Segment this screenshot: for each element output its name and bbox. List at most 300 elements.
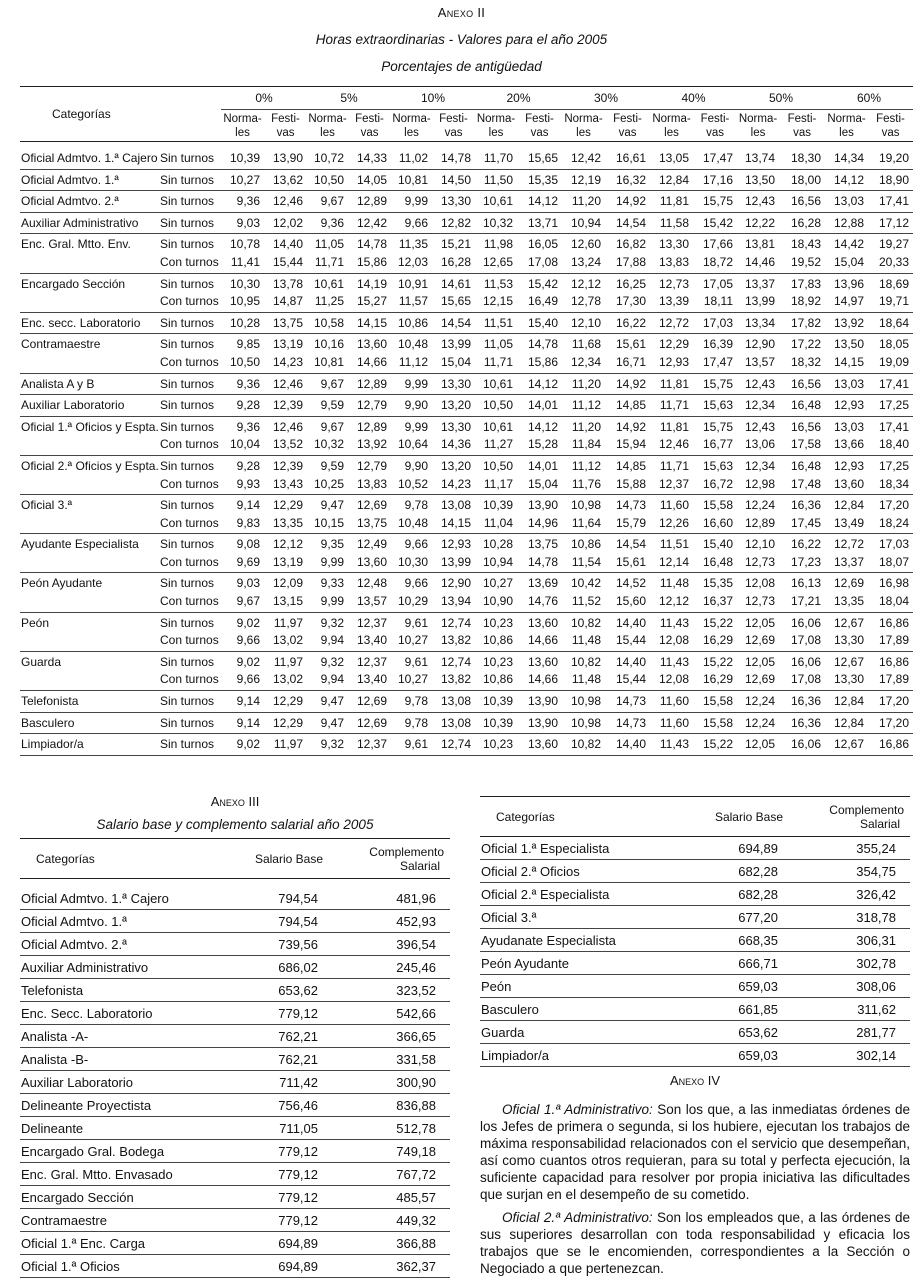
hour-value: 12,10	[570, 315, 602, 330]
salary-row	[480, 837, 910, 860]
hour-value: 14,23	[440, 476, 472, 491]
category-name: Auxiliar Laboratorio	[21, 398, 125, 413]
hour-value: 9,03	[236, 215, 261, 230]
seniority-percentage: 60%	[825, 87, 913, 110]
hour-value: 18,07	[878, 554, 910, 569]
hour-value: 10,50	[229, 354, 261, 369]
hour-value: 12,89	[744, 515, 776, 530]
salary-base-value: 659,03	[738, 1047, 778, 1063]
hour-value: 10,04	[229, 437, 261, 452]
hour-value: 9,90	[404, 458, 429, 473]
hour-value: 13,34	[744, 315, 776, 330]
salary-base-value: 659,03	[738, 978, 778, 994]
hour-value: 12,08	[658, 672, 690, 687]
category-name	[20, 554, 157, 573]
col-festive-hours: Festi- vas	[876, 112, 905, 139]
hour-value: 12,08	[658, 633, 690, 648]
category-group	[20, 273, 913, 312]
hour-value: 16,82	[615, 237, 647, 252]
category-group	[20, 691, 913, 713]
hour-value: 14,15	[833, 354, 865, 369]
hour-value: 12,84	[833, 715, 865, 730]
hour-value: 15,21	[440, 237, 472, 252]
hour-value: 11,60	[659, 498, 690, 513]
category-name: Basculero	[481, 1001, 539, 1017]
hour-value: 11,97	[273, 615, 304, 630]
hour-value: 14,40	[615, 654, 647, 669]
hour-value: 14,34	[833, 151, 865, 165]
category-group	[20, 651, 913, 690]
hour-value: 12,24	[744, 694, 776, 709]
hour-value: 17,08	[527, 254, 559, 269]
hour-value: 12,69	[356, 694, 388, 709]
category-name	[20, 632, 157, 651]
category-name: Oficial Admtvo. 1.ª	[21, 172, 119, 187]
hour-value: 17,82	[790, 315, 822, 330]
hour-value: 13,78	[272, 276, 304, 291]
complement-value: 281,77	[856, 1024, 896, 1040]
hour-value: 11,41	[230, 254, 261, 269]
hour-value: 17,25	[878, 398, 910, 413]
hour-value: 17,88	[615, 254, 647, 269]
hour-value: 16,48	[702, 554, 734, 569]
hour-value: 13,52	[272, 437, 304, 452]
hour-value: 9,69	[236, 554, 261, 569]
hour-value: 17,20	[878, 498, 910, 513]
hour-value: 12,69	[356, 715, 388, 730]
shift-type: Con turnos	[160, 354, 219, 369]
hour-value: 10,23	[482, 615, 514, 630]
complement-value: 354,75	[856, 863, 896, 879]
hour-value: 15,61	[615, 337, 647, 352]
hour-value: 17,83	[790, 276, 822, 291]
salary-base-value: 686,02	[278, 959, 318, 975]
hour-value: 14,12	[527, 376, 559, 391]
hour-value: 13,90	[527, 694, 559, 709]
hour-value: 12,93	[658, 354, 690, 369]
category-group	[20, 334, 913, 373]
hour-value: 11,71	[659, 398, 690, 413]
hour-value: 12,09	[272, 576, 304, 591]
hour-value: 16,71	[615, 354, 647, 369]
category-name: Oficial Admtvo. 1.ª Cajero	[21, 890, 169, 906]
hour-value: 13,35	[272, 515, 304, 530]
hour-value: 12,24	[744, 715, 776, 730]
hour-value: 10,64	[397, 437, 429, 452]
hour-value: 12,74	[440, 737, 472, 752]
table-row	[20, 293, 913, 312]
hour-value: 16,56	[790, 194, 822, 209]
hour-value: 13,08	[440, 715, 472, 730]
annex3-title: Salario base y complemento salarial año 2005	[96, 817, 374, 832]
salary-table-right	[480, 796, 910, 1067]
shift-type: Sin turnos	[160, 537, 215, 552]
hour-value: 13,30	[440, 194, 472, 209]
annex4-heading: Anexo IV	[669, 1073, 721, 1088]
table-row	[20, 632, 913, 651]
hour-value: 11,05	[314, 237, 345, 252]
hour-value: 9,36	[236, 376, 261, 391]
hour-value: 14,05	[356, 172, 388, 187]
hour-value: 12,67	[833, 737, 865, 752]
hour-value: 10,86	[482, 672, 514, 687]
salary-row	[20, 887, 450, 910]
category-name: Enc. secc. Laboratorio	[21, 315, 141, 330]
shift-type: Sin turnos	[160, 172, 215, 187]
salary-base-value: 668,35	[738, 932, 778, 948]
category-name: Enc. Secc. Laboratorio	[21, 1005, 153, 1021]
hour-value: 10,25	[313, 476, 345, 491]
table-row	[20, 573, 913, 593]
seniority-percentage: 40%	[650, 87, 737, 110]
hour-value: 17,89	[878, 633, 910, 648]
hour-value: 16,86	[878, 654, 910, 669]
hour-value: 11,84	[571, 437, 602, 452]
hour-value: 10,81	[397, 172, 429, 187]
hour-value: 9,99	[320, 594, 345, 609]
hour-value: 9,66	[404, 215, 429, 230]
hour-value: 16,56	[790, 376, 822, 391]
category-group	[20, 455, 913, 494]
hour-value: 18,24	[878, 515, 910, 530]
hour-value: 13,90	[527, 498, 559, 513]
hour-value: 17,41	[878, 194, 910, 209]
hour-value: 12,05	[744, 737, 776, 752]
category-name	[20, 671, 157, 690]
shift-type: Con turnos	[160, 594, 219, 609]
table-row	[20, 712, 913, 734]
table-row	[20, 612, 913, 632]
hour-value: 14,78	[440, 151, 472, 165]
hour-value: 10,98	[570, 498, 602, 513]
hour-value: 15,61	[615, 554, 647, 569]
hour-value: 17,20	[878, 694, 910, 709]
hour-value: 12,05	[744, 654, 776, 669]
hour-value: 13,30	[833, 633, 865, 648]
hour-value: 14,46	[744, 254, 776, 269]
hour-value: 9,47	[320, 715, 345, 730]
hour-value: 11,98	[483, 237, 514, 252]
hour-value: 10,78	[229, 237, 261, 252]
complement-value: 485,57	[396, 1189, 436, 1205]
hour-value: 12,93	[833, 458, 865, 473]
hour-value: 12,67	[833, 654, 865, 669]
seniority-percentage: 20%	[475, 87, 562, 110]
hour-value: 20,33	[878, 254, 910, 269]
hour-value: 14,42	[833, 237, 865, 252]
hour-value: 16,98	[878, 576, 910, 591]
hour-value: 15,58	[702, 498, 734, 513]
hour-value: 13,94	[440, 594, 472, 609]
category-name: Oficial 2.ª Oficios y Espta.	[21, 458, 159, 473]
hour-value: 17,58	[790, 437, 822, 452]
category-name: Limpiador/a	[21, 737, 84, 752]
hour-value: 10,58	[313, 315, 345, 330]
hour-value: 13,60	[527, 615, 559, 630]
col-complement: Complemento Salarial	[829, 802, 904, 831]
hour-value: 12,34	[570, 354, 602, 369]
hour-value: 14,92	[615, 419, 647, 434]
hour-value: 17,12	[878, 215, 910, 230]
complement-value: 366,65	[396, 1028, 436, 1044]
hour-value: 10,82	[570, 737, 602, 752]
hour-value: 12,10	[744, 537, 776, 552]
hour-value: 13,90	[272, 151, 304, 165]
shift-type: Sin turnos	[160, 654, 215, 669]
hour-value: 11,12	[571, 458, 602, 473]
seniority-percentage: 30%	[562, 87, 650, 110]
category-group	[20, 534, 913, 573]
hour-value: 9,67	[236, 594, 261, 609]
complement-value: 355,24	[856, 840, 896, 856]
col-festive-hours: Festi- vas	[613, 112, 642, 139]
hour-value: 15,44	[272, 254, 304, 269]
col-festive-hours: Festi- vas	[439, 112, 468, 139]
hour-value: 17,47	[702, 151, 734, 165]
hour-value: 14,50	[440, 172, 472, 187]
shift-type: Sin turnos	[160, 215, 215, 230]
table-row	[20, 416, 913, 436]
shift-type: Con turnos	[160, 672, 219, 687]
hour-value: 13,66	[833, 437, 865, 452]
table-row	[20, 395, 913, 417]
hour-value: 9,67	[320, 419, 345, 434]
hour-value: 16,22	[790, 537, 822, 552]
category-name: Analista -B-	[21, 1051, 89, 1067]
hour-value: 13,49	[833, 515, 865, 530]
col-normal-hours: Norma- les	[652, 112, 691, 139]
table-row	[20, 554, 913, 573]
col-salary-base: Salario Base	[714, 809, 783, 824]
annex3-heading: Anexo III	[210, 794, 260, 809]
hour-value: 10,52	[397, 476, 429, 491]
hour-value: 12,34	[744, 458, 776, 473]
hour-value: 13,99	[440, 554, 472, 569]
hour-value: 11,12	[571, 398, 602, 413]
hour-value: 9,08	[236, 537, 261, 552]
hour-value: 12,46	[272, 194, 304, 209]
hour-value: 15,63	[702, 398, 734, 413]
hour-value: 9,14	[236, 715, 261, 730]
hour-value: 13,20	[440, 398, 472, 413]
hour-value: 17,41	[878, 419, 910, 434]
col-categories: Categorías	[52, 107, 111, 121]
hour-value: 13,02	[272, 672, 304, 687]
hour-value: 13,15	[272, 594, 304, 609]
category-name: Auxiliar Administrativo	[21, 215, 139, 230]
salary-base-value: 794,54	[278, 890, 318, 906]
hour-value: 9,99	[404, 419, 429, 434]
hour-value: 12,14	[658, 554, 690, 569]
shift-type: Sin turnos	[160, 276, 215, 291]
hour-value: 12,49	[356, 537, 388, 552]
definition-oficial-1: Oficial 1.ª Administrativo: Son los que, a las inmediatas órdenes de los Jefes de primera o segunda, si los hubiere, ejecutan los trabajos de máxima responsabilidad relacionados con el servicio que desempeñan, así como cuantos otros requieran, para su total y perfecta ejecución, la suficiente capacidad para resolver por propia iniciativa las dificultades que surjan en el desempeño de su cometido.	[480, 1102, 910, 1202]
hour-value: 12,37	[356, 615, 388, 630]
hour-value: 14,40	[615, 615, 647, 630]
hour-value: 15,04	[527, 476, 559, 491]
hour-value: 9,66	[236, 672, 261, 687]
hour-value: 9,61	[404, 615, 429, 630]
salary-row	[20, 1048, 450, 1071]
col-normal-hours: Norma- les	[827, 112, 866, 139]
col-normal-hours: Norma- les	[308, 112, 347, 139]
hour-value: 14,61	[440, 276, 472, 291]
hour-value: 16,39	[702, 337, 734, 352]
hour-value: 15,86	[527, 354, 559, 369]
hour-value: 13,75	[272, 315, 304, 330]
hour-value: 12,29	[272, 498, 304, 513]
hour-value: 12,72	[658, 315, 690, 330]
hour-value: 10,16	[313, 337, 345, 352]
table-row	[20, 534, 913, 554]
hour-value: 13,96	[833, 276, 865, 291]
category-name: Encargado Sección	[21, 276, 126, 291]
hour-value: 12,48	[356, 576, 388, 591]
salary-base-value: 653,62	[738, 1024, 778, 1040]
salary-base-value: 666,71	[738, 955, 778, 971]
table-row	[20, 334, 913, 354]
hour-value: 14,78	[356, 237, 388, 252]
hour-value: 12,26	[658, 515, 690, 530]
hour-value: 15,40	[527, 315, 559, 330]
hour-value: 12,39	[272, 458, 304, 473]
hour-value: 19,71	[878, 294, 910, 309]
hour-value: 11,05	[483, 337, 514, 352]
hour-value: 16,05	[527, 237, 559, 252]
shift-type: Sin turnos	[160, 315, 215, 330]
hour-value: 10,50	[482, 458, 514, 473]
hour-value: 17,89	[878, 672, 910, 687]
hour-value: 12,82	[440, 215, 472, 230]
salary-base-value: 779,12	[278, 1143, 318, 1159]
hour-value: 9,78	[404, 498, 429, 513]
category-name: Enc. Gral. Mtto. Env.	[21, 237, 131, 252]
category-name: Oficial 1.ª Oficios	[21, 1258, 120, 1274]
salary-row	[20, 1117, 450, 1140]
hour-value: 10,32	[313, 437, 345, 452]
salary-base-value: 779,12	[278, 1005, 318, 1021]
hour-value: 15,35	[702, 576, 734, 591]
table-row	[20, 495, 913, 515]
hour-value: 9,94	[320, 633, 345, 648]
shift-type: Sin turnos	[160, 194, 215, 209]
salary-row	[20, 1094, 450, 1117]
hour-value: 17,03	[878, 537, 910, 552]
table-row	[20, 234, 913, 254]
hour-value: 14,33	[356, 151, 388, 165]
hour-value: 10,98	[570, 715, 602, 730]
hour-value: 12,24	[744, 498, 776, 513]
col-categories: Categorías	[36, 851, 95, 866]
hour-value: 9,83	[236, 515, 261, 530]
salary-row	[20, 1002, 450, 1025]
hour-value: 10,86	[482, 633, 514, 648]
category-name: Encargado Sección	[21, 1189, 134, 1205]
hour-value: 12,15	[482, 294, 514, 309]
hour-value: 9,99	[404, 194, 429, 209]
annex2-subtitle: Porcentajes de antigüedad	[381, 59, 542, 74]
hour-value: 16,36	[790, 715, 822, 730]
hour-value: 13,74	[744, 151, 776, 165]
hour-value: 11,12	[398, 354, 429, 369]
category-name: Analista A y B	[21, 376, 95, 391]
seniority-percentage: 50%	[737, 87, 825, 110]
hour-value: 9,35	[320, 537, 345, 552]
hour-value: 12,29	[272, 715, 304, 730]
hour-value: 12,78	[570, 294, 602, 309]
hour-value: 13,83	[658, 254, 690, 269]
complement-value: 308,06	[856, 978, 896, 994]
category-group	[20, 373, 913, 395]
hour-value: 12,65	[482, 254, 514, 269]
hour-value: 10,50	[313, 172, 345, 187]
hour-value: 12,43	[744, 194, 776, 209]
hour-value: 12,98	[744, 476, 776, 491]
salary-base-value: 677,20	[738, 909, 778, 925]
hour-value: 10,39	[482, 694, 514, 709]
hour-value: 13,08	[440, 694, 472, 709]
hour-value: 13,99	[744, 294, 776, 309]
hour-value: 11,17	[483, 476, 514, 491]
hour-value: 12,74	[440, 615, 472, 630]
hour-value: 16,28	[790, 215, 822, 230]
hour-value: 10,86	[570, 537, 602, 552]
col-complement: Complemento Salarial	[369, 844, 444, 873]
hour-value: 15,75	[702, 194, 734, 209]
complement-value: 300,90	[396, 1074, 436, 1090]
category-name	[20, 436, 157, 455]
col-normal-hours: Norma- les	[564, 112, 603, 139]
category-name	[20, 476, 157, 495]
table-row	[20, 671, 913, 690]
hour-value: 9,67	[320, 194, 345, 209]
hour-value: 10,86	[397, 315, 429, 330]
hour-value: 12,03	[397, 254, 429, 269]
hour-value: 12,84	[658, 172, 690, 187]
hour-value: 9,36	[320, 215, 345, 230]
hour-value: 14,23	[272, 354, 304, 369]
hour-value: 12,34	[744, 398, 776, 413]
hour-value: 11,02	[398, 151, 429, 165]
hour-value: 17,08	[790, 672, 822, 687]
hour-value: 16,28	[440, 254, 472, 269]
complement-value: 542,66	[396, 1005, 436, 1021]
hour-value: 9,61	[404, 654, 429, 669]
hour-value: 17,03	[702, 315, 734, 330]
hour-value: 19,09	[878, 354, 910, 369]
hour-value: 12,79	[356, 458, 388, 473]
category-name	[20, 254, 157, 273]
hour-value: 12,74	[440, 654, 472, 669]
hour-value: 10,72	[313, 151, 345, 165]
hour-value: 13,82	[440, 672, 472, 687]
category-name: Oficial 1.ª Oficios y Espta.	[21, 419, 159, 434]
hour-value: 12,12	[658, 594, 690, 609]
hour-value: 18,40	[878, 437, 910, 452]
salary-base-value: 653,62	[278, 982, 318, 998]
hour-value: 15,65	[527, 151, 559, 165]
category-name: Oficial 2.ª Oficios	[481, 863, 580, 879]
hour-value: 17,30	[615, 294, 647, 309]
seniority-percentage: 5%	[307, 87, 391, 110]
hour-value: 12,84	[833, 498, 865, 513]
hour-value: 9,59	[320, 458, 345, 473]
complement-value: 318,78	[856, 909, 896, 925]
salary-base-value: 682,28	[738, 886, 778, 902]
salary-row	[20, 956, 450, 979]
hour-value: 11,54	[571, 554, 602, 569]
hour-value: 12,84	[833, 694, 865, 709]
